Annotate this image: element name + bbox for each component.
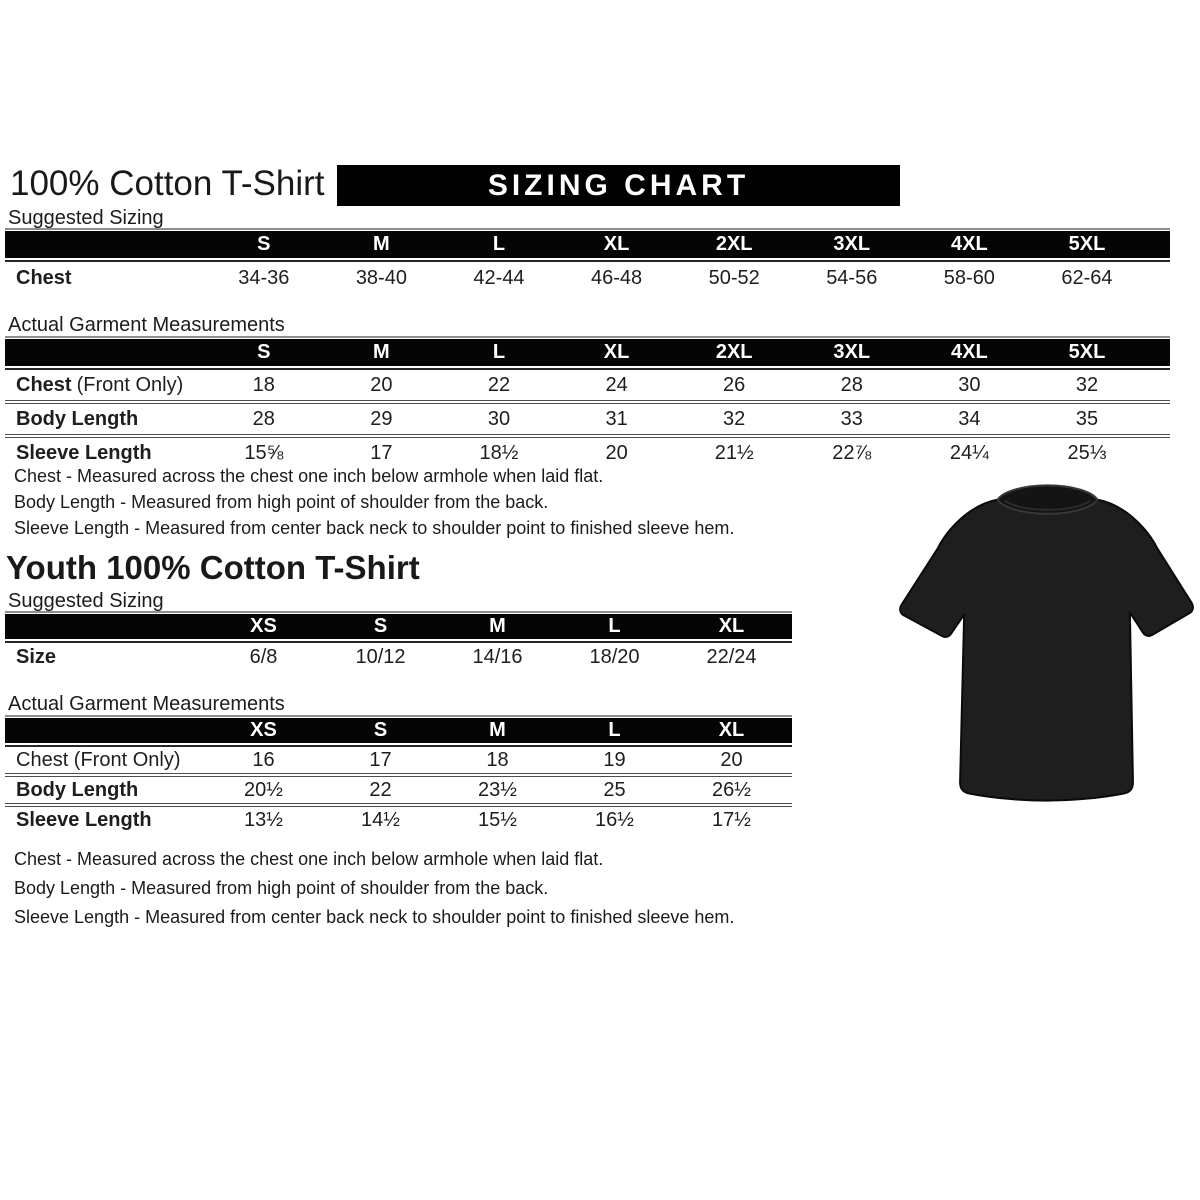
column-header-m: M bbox=[373, 233, 390, 255]
page-title: 100% Cotton T-Shirt bbox=[10, 164, 325, 203]
table-cell: 24 bbox=[605, 373, 628, 396]
table-header-row bbox=[5, 614, 792, 639]
column-header-xl: XL bbox=[603, 341, 630, 363]
row-label bbox=[5, 643, 205, 671]
table-cell: 42-44 bbox=[473, 266, 525, 289]
column-header-5xl: 5XL bbox=[1068, 233, 1106, 255]
column-header-s: S bbox=[257, 233, 271, 255]
column-header-m: M bbox=[489, 719, 506, 741]
table-cell: 13½ bbox=[244, 808, 283, 831]
column-header-4xl: 4XL bbox=[951, 233, 988, 255]
row-label-text: Sleeve Length bbox=[16, 808, 152, 831]
table-cell: 18 bbox=[252, 373, 275, 396]
table-cell: 22 bbox=[369, 778, 392, 801]
youth-measurement-notes bbox=[14, 845, 734, 932]
table-cell: 32 bbox=[1075, 373, 1099, 396]
table-cell: 34-36 bbox=[238, 266, 290, 289]
table-cell: 26½ bbox=[712, 778, 751, 801]
table-cell: 17½ bbox=[712, 808, 751, 831]
column-header-3xl: 3XL bbox=[833, 341, 871, 363]
youth-actual-measurements-table bbox=[5, 715, 792, 833]
table-corner-cell bbox=[5, 718, 205, 743]
column-header-l: L bbox=[492, 341, 506, 363]
column-header-l: L bbox=[608, 615, 621, 637]
row-label-text: Chest (Front Only) bbox=[16, 748, 181, 771]
table-cell: 31 bbox=[605, 407, 628, 430]
adult-measurement-notes bbox=[14, 463, 734, 541]
column-header-2xl: 2XL bbox=[715, 233, 753, 255]
table-cell: 30 bbox=[958, 373, 981, 396]
table-cell: 15½ bbox=[478, 808, 517, 831]
table-cell: 58-60 bbox=[943, 266, 995, 289]
column-header-m: M bbox=[373, 341, 390, 363]
table-cell: 14½ bbox=[361, 808, 400, 831]
table-cell: 24¼ bbox=[949, 441, 989, 464]
table-cell: 17 bbox=[370, 441, 393, 464]
table-cell: 22 bbox=[487, 373, 511, 396]
column-header-m: M bbox=[489, 615, 506, 637]
sizing-chart-banner-text: SIZING CHART bbox=[487, 168, 750, 202]
row-label bbox=[5, 807, 205, 833]
table-cell: 28 bbox=[252, 407, 275, 430]
table-cell: 19 bbox=[603, 748, 626, 771]
column-header-s: S bbox=[373, 615, 388, 637]
row-label-text: Sleeve Length bbox=[16, 441, 152, 464]
note-chest: Chest - Measured across the chest one inch below armhole when laid flat. bbox=[14, 849, 604, 869]
column-header-xs: XS bbox=[250, 719, 277, 741]
row-label bbox=[5, 747, 205, 773]
table-row bbox=[5, 368, 1170, 400]
table-cell: 23½ bbox=[478, 778, 517, 801]
youth-suggested-sizing-table bbox=[5, 611, 792, 671]
adult-suggested-sizing-table bbox=[5, 228, 1170, 294]
table-cell: 20 bbox=[605, 441, 628, 464]
table-cell: 18 bbox=[486, 748, 509, 771]
table-cell: 6/8 bbox=[249, 645, 278, 668]
table-row bbox=[5, 773, 792, 803]
row-label-text: Size bbox=[16, 645, 57, 668]
row-label-suffix: (Front Only) bbox=[76, 373, 184, 396]
table-cell: 26 bbox=[723, 373, 746, 396]
table-cell: 50-52 bbox=[708, 266, 760, 289]
column-header-4xl: 4XL bbox=[951, 341, 988, 363]
table-cell: 62-64 bbox=[1061, 266, 1113, 289]
table-cell: 38-40 bbox=[355, 266, 407, 289]
row-label-text: Chest bbox=[16, 373, 72, 396]
note-chest: Chest - Measured across the chest one inch below armhole when laid flat. bbox=[14, 466, 604, 486]
table-cell: 20 bbox=[720, 748, 743, 771]
column-header-s: S bbox=[257, 341, 271, 363]
table-cell: 46-48 bbox=[591, 266, 643, 289]
table-cell: 21½ bbox=[714, 441, 754, 464]
column-header-3xl: 3XL bbox=[833, 233, 871, 255]
table-cell: 16 bbox=[252, 748, 275, 771]
table-cell: 17 bbox=[369, 748, 392, 771]
row-label bbox=[5, 370, 205, 400]
column-header-l: L bbox=[492, 233, 506, 255]
sizing-chart-banner bbox=[337, 165, 900, 206]
tshirt-body-shape bbox=[900, 500, 1193, 801]
table-cell: 20½ bbox=[244, 778, 283, 801]
column-header-2xl: 2XL bbox=[715, 341, 753, 363]
table-cell: 18½ bbox=[479, 441, 519, 464]
table-cell: 32 bbox=[723, 407, 746, 430]
column-header-l: L bbox=[608, 719, 621, 741]
table-row bbox=[5, 400, 1170, 434]
table-cell: 29 bbox=[370, 407, 393, 430]
table-cell: 16½ bbox=[595, 808, 634, 831]
table-cell: 22/24 bbox=[706, 645, 757, 668]
adult-actual-measurements-table bbox=[5, 336, 1170, 468]
note-body-length: Body Length - Measured from high point of shoulder from the back. bbox=[14, 492, 549, 512]
column-header-xl: XL bbox=[718, 719, 745, 741]
row-label-text: Chest bbox=[16, 266, 72, 289]
table-cell: 10/12 bbox=[355, 645, 406, 668]
table-corner-cell bbox=[5, 231, 205, 258]
table-cell: 25⅓ bbox=[1067, 441, 1107, 464]
table-corner-cell bbox=[5, 614, 205, 639]
row-label bbox=[5, 777, 205, 803]
table-cell: 54-56 bbox=[826, 266, 878, 289]
adult-suggested-sizing-label: Suggested Sizing bbox=[8, 207, 164, 229]
column-header-5xl: 5XL bbox=[1068, 341, 1106, 363]
table-row bbox=[5, 260, 1170, 294]
tshirt-image bbox=[893, 481, 1198, 807]
table-row bbox=[5, 803, 792, 833]
table-row bbox=[5, 641, 792, 671]
table-cell: 18/20 bbox=[589, 645, 640, 668]
table-cell: 14/16 bbox=[472, 645, 523, 668]
youth-actual-measurements-label: Actual Garment Measurements bbox=[8, 693, 285, 715]
table-header-row bbox=[5, 718, 792, 743]
table-cell: 28 bbox=[840, 373, 863, 396]
table-row bbox=[5, 745, 792, 773]
row-label bbox=[5, 262, 205, 294]
table-cell: 22⅞ bbox=[832, 441, 872, 464]
column-header-xl: XL bbox=[718, 615, 745, 637]
table-header-row bbox=[5, 339, 1170, 366]
youth-title: Youth 100% Cotton T-Shirt bbox=[6, 549, 420, 586]
table-header-row bbox=[5, 231, 1170, 258]
youth-suggested-sizing-label: Suggested Sizing bbox=[8, 590, 164, 612]
row-label-text: Body Length bbox=[16, 407, 139, 430]
note-sleeve-length: Sleeve Length - Measured from center back neck to shoulder point to finished sleeve hem. bbox=[14, 518, 735, 538]
column-header-xs: XS bbox=[250, 615, 277, 637]
table-cell: 35 bbox=[1075, 407, 1099, 430]
table-cell: 34 bbox=[958, 407, 981, 430]
table-cell: 15⅝ bbox=[244, 441, 284, 464]
note-body-length: Body Length - Measured from high point of shoulder from the back. bbox=[14, 878, 549, 898]
note-sleeve-length: Sleeve Length - Measured from center back neck to shoulder point to finished sleeve hem. bbox=[14, 907, 735, 927]
column-header-xl: XL bbox=[603, 233, 630, 255]
table-cell: 33 bbox=[840, 407, 863, 430]
table-cell: 30 bbox=[487, 407, 511, 430]
row-label bbox=[5, 404, 205, 434]
row-label-text: Body Length bbox=[16, 778, 139, 801]
table-cell: 20 bbox=[370, 373, 393, 396]
adult-actual-measurements-label: Actual Garment Measurements bbox=[8, 314, 285, 336]
table-corner-cell bbox=[5, 339, 205, 366]
table-cell: 25 bbox=[603, 778, 626, 801]
column-header-s: S bbox=[373, 719, 388, 741]
